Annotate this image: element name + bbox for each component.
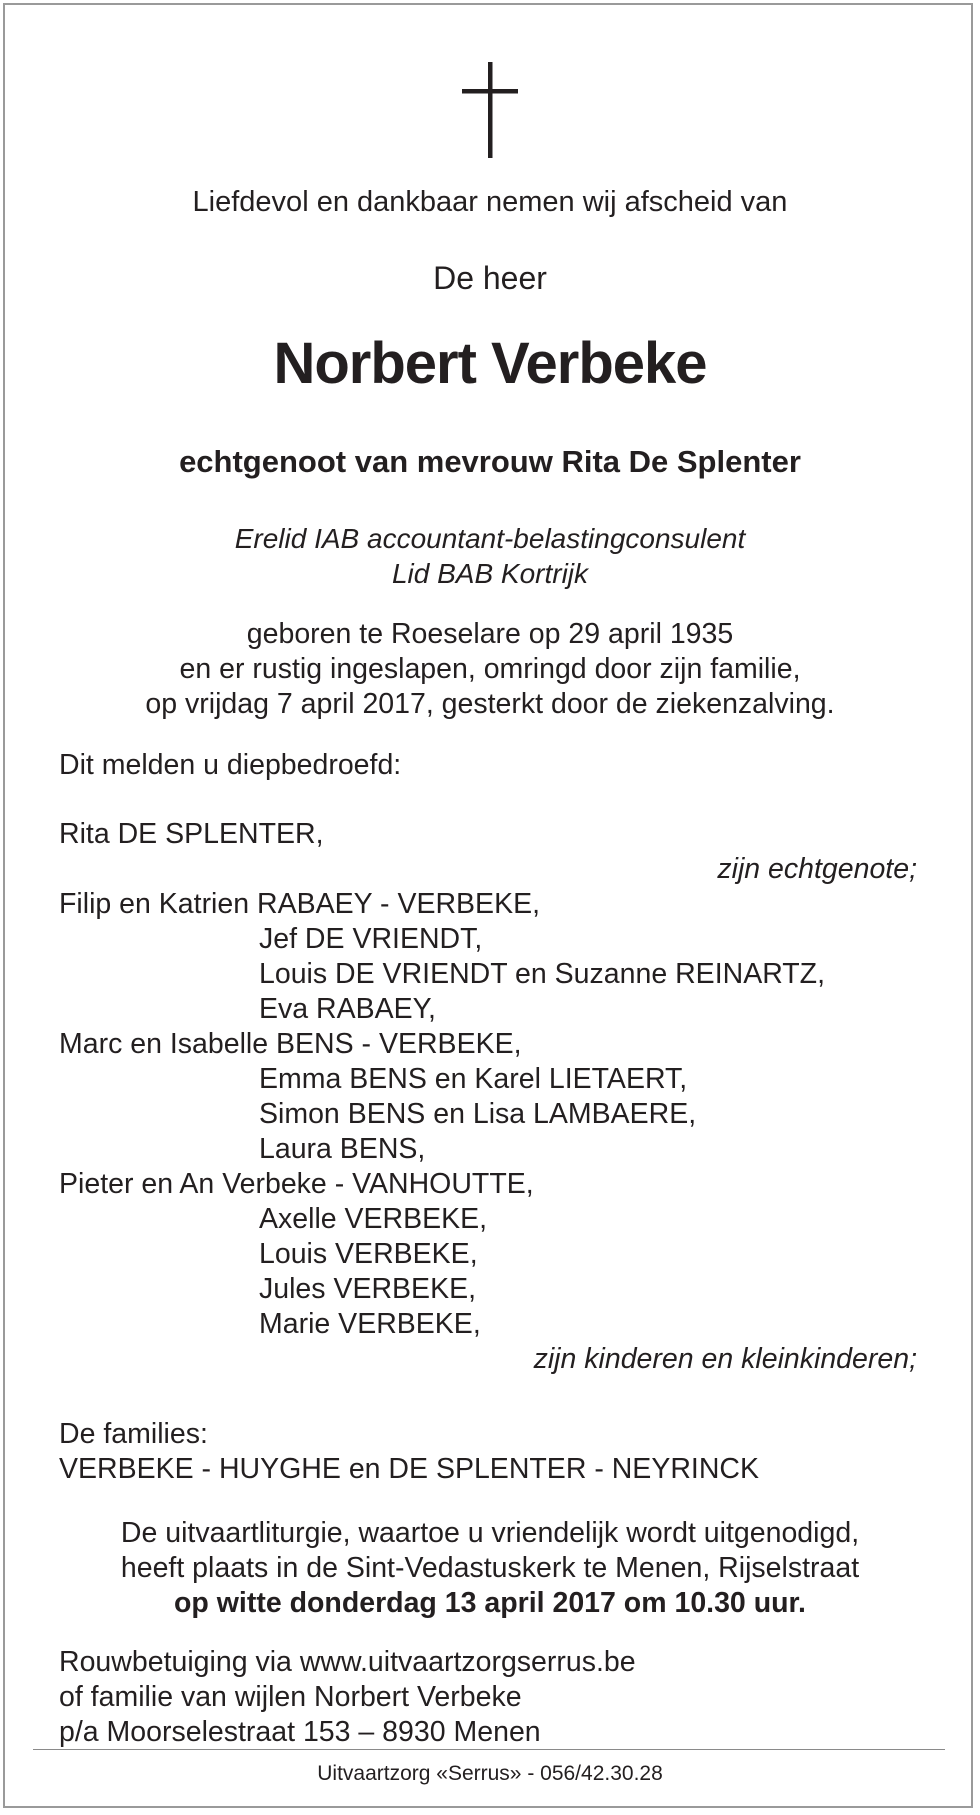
mourner-child: Marc en Isabelle BENS - VERBEKE, xyxy=(59,1028,522,1060)
mourner-grandchild: Axelle VERBEKE, xyxy=(259,1203,488,1235)
intro-text: Liefdevol en dankbaar nemen wij afscheid van xyxy=(192,186,788,218)
mourner-grandchild: Laura BENS, xyxy=(259,1133,426,1165)
mourner-grandchild: Eva RABAEY, xyxy=(259,993,436,1025)
condolence-line: p/a Moorselestraat 153 – 8930 Menen xyxy=(59,1716,541,1748)
spouse-line: echtgenoot van mevrouw Rita De Splenter xyxy=(179,444,801,479)
children-relation: zijn kinderen en kleinkinderen; xyxy=(533,1343,917,1375)
cross-icon xyxy=(462,62,518,158)
spouse-relation: zijn echtgenote; xyxy=(717,853,917,885)
mourner-grandchild: Marie VERBEKE, xyxy=(259,1308,481,1340)
life-line: en er rustig ingeslapen, omringd door zijn familie, xyxy=(179,653,801,685)
honor-line: Lid BAB Kortrijk xyxy=(391,558,589,589)
mourner-child: Filip en Katrien RABAEY - VERBEKE, xyxy=(59,888,541,920)
condolence-line: Rouwbetuiging via www.uitvaartzorgserrus.be xyxy=(59,1646,636,1678)
mourner-grandchild: Louis VERBEKE, xyxy=(259,1238,478,1270)
honor-line: Erelid IAB accountant-belastingconsulent xyxy=(234,523,746,554)
service-line: De uitvaartliturgie, waartoe u vriendelijk wordt uitgenodigd, xyxy=(120,1517,860,1549)
mourners-intro: Dit melden u diepbedroefd: xyxy=(59,749,402,781)
service-line: heeft plaats in de Sint-Vedastuskerk te Menen, Rijselstraat xyxy=(120,1552,860,1584)
deceased-name: Norbert Verbeke xyxy=(273,331,707,396)
mourner-grandchild: Louis DE VRIENDT en Suzanne REINARTZ, xyxy=(259,958,826,990)
mourner-grandchild: Emma BENS en Karel LIETAERT, xyxy=(259,1063,688,1095)
life-line: op vrijdag 7 april 2017, gesterkt door de ziekenzalving. xyxy=(145,688,835,720)
mourner-grandchild: Jules VERBEKE, xyxy=(259,1273,477,1305)
mourner-child: Pieter en An Verbeke - VANHOUTTE, xyxy=(59,1168,534,1200)
service-datetime: op witte donderdag 13 april 2017 om 10.30 uur. xyxy=(174,1587,806,1619)
mourner-grandchild: Simon BENS en Lisa LAMBAERE, xyxy=(259,1098,697,1130)
footer-divider xyxy=(33,1749,945,1750)
condolence-line: of familie van wijlen Norbert Verbeke xyxy=(59,1681,522,1713)
families-label: De families: xyxy=(59,1418,208,1450)
mourner-grandchild: Jef DE VRIENDT, xyxy=(259,923,483,955)
life-line: geboren te Roeselare op 29 april 1935 xyxy=(246,618,734,650)
footer-text: Uitvaartzorg «Serrus» - 056/42.30.28 xyxy=(317,1762,663,1785)
mourner-spouse: Rita DE SPLENTER, xyxy=(59,818,324,850)
title-text: De heer xyxy=(433,260,547,296)
families-line: VERBEKE - HUYGHE en DE SPLENTER - NEYRINCK xyxy=(59,1453,760,1485)
